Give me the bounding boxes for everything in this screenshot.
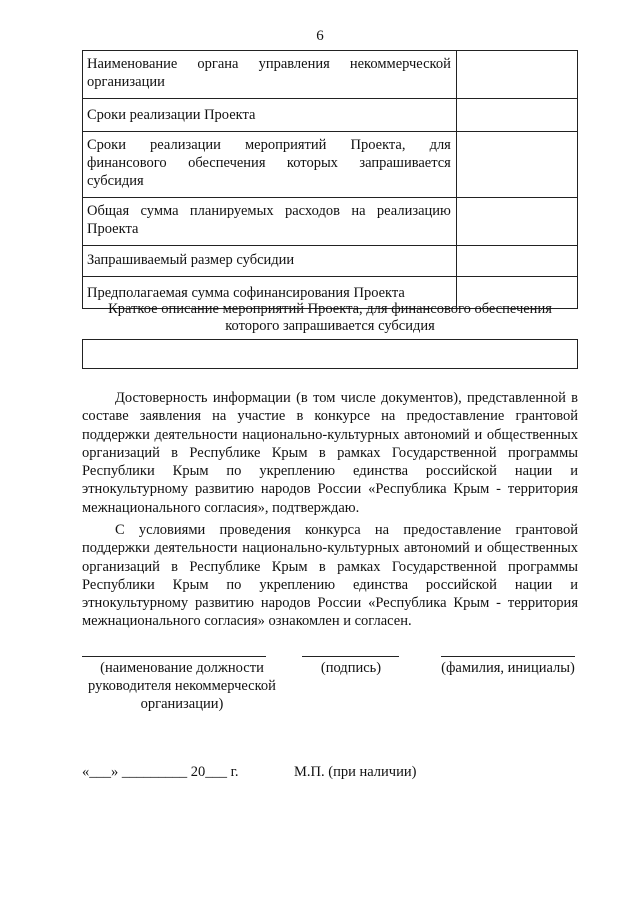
table-row — [83, 198, 578, 246]
row-label: Сроки реализации мероприятий Проекта, для финансового обеспечения которых запрашивается субсидия — [83, 132, 457, 198]
project-info-table — [82, 50, 578, 309]
row-label: Предполагаемая сумма софинансирования Проекта — [83, 277, 457, 309]
agreement-paragraph: С условиями проведения конкурса на предоставление грантовой поддержки деятельности национально-культурных автономий и общественных организаций в Республике Крым в рамках Государственной программы Республики Крым по укреплению единства российской нации и этнокультурному развитию народов России «Республика Крым - территория межнационального согласия» ознакомлен и согласен. — [82, 522, 578, 630]
description-heading-line: Краткое описание мероприятий Проекта, для финансового обеспечения — [108, 301, 552, 317]
signature-line[interactable] — [302, 656, 399, 657]
description-field[interactable] — [82, 339, 578, 369]
row-value-field[interactable] — [456, 99, 577, 132]
description-heading-line: которого запрашивается субсидия — [225, 318, 435, 334]
name-caption: (фамилия, инициалы) — [441, 660, 575, 676]
row-value-field[interactable] — [456, 198, 577, 246]
row-label: Запрашиваемый размер субсидии — [83, 246, 457, 277]
position-signature-line[interactable] — [82, 656, 266, 657]
description-heading — [82, 301, 578, 335]
row-label: Наименование органа управления некоммерческой организации — [83, 51, 457, 99]
row-label: Сроки реализации Проекта — [83, 99, 457, 132]
stamp-place-label: М.П. (при наличии) — [294, 764, 417, 780]
row-value-field[interactable] — [456, 132, 577, 198]
row-value-field[interactable] — [456, 246, 577, 277]
table-row — [83, 246, 578, 277]
confirmation-paragraph: Достоверность информации (в том числе документов), представленной в составе заявления на участие в конкурсе на предоставление грантовой поддержки деятельности национально-культурных автономий и общественных организаций в Республике Крым в рамках Государственной программы Республики Крым по укреплению единства российской нации и этнокультурному развитию народов России «Республика Крым - территория межнационального согласия», подтверждаю. — [82, 390, 578, 516]
page-number: 6 — [316, 28, 324, 44]
date-line: «___» _________ 20___ г. — [82, 764, 239, 780]
row-value-field[interactable] — [456, 51, 577, 99]
row-label: Общая сумма планируемых расходов на реализацию Проекта — [83, 198, 457, 246]
position-caption: (наименование должности руководителя некоммерческой организации) — [88, 660, 276, 712]
table-row — [83, 132, 578, 198]
name-signature-line[interactable] — [441, 656, 575, 657]
table-row — [83, 99, 578, 132]
signature-caption: (подпись) — [320, 660, 382, 676]
table-row — [83, 51, 578, 99]
